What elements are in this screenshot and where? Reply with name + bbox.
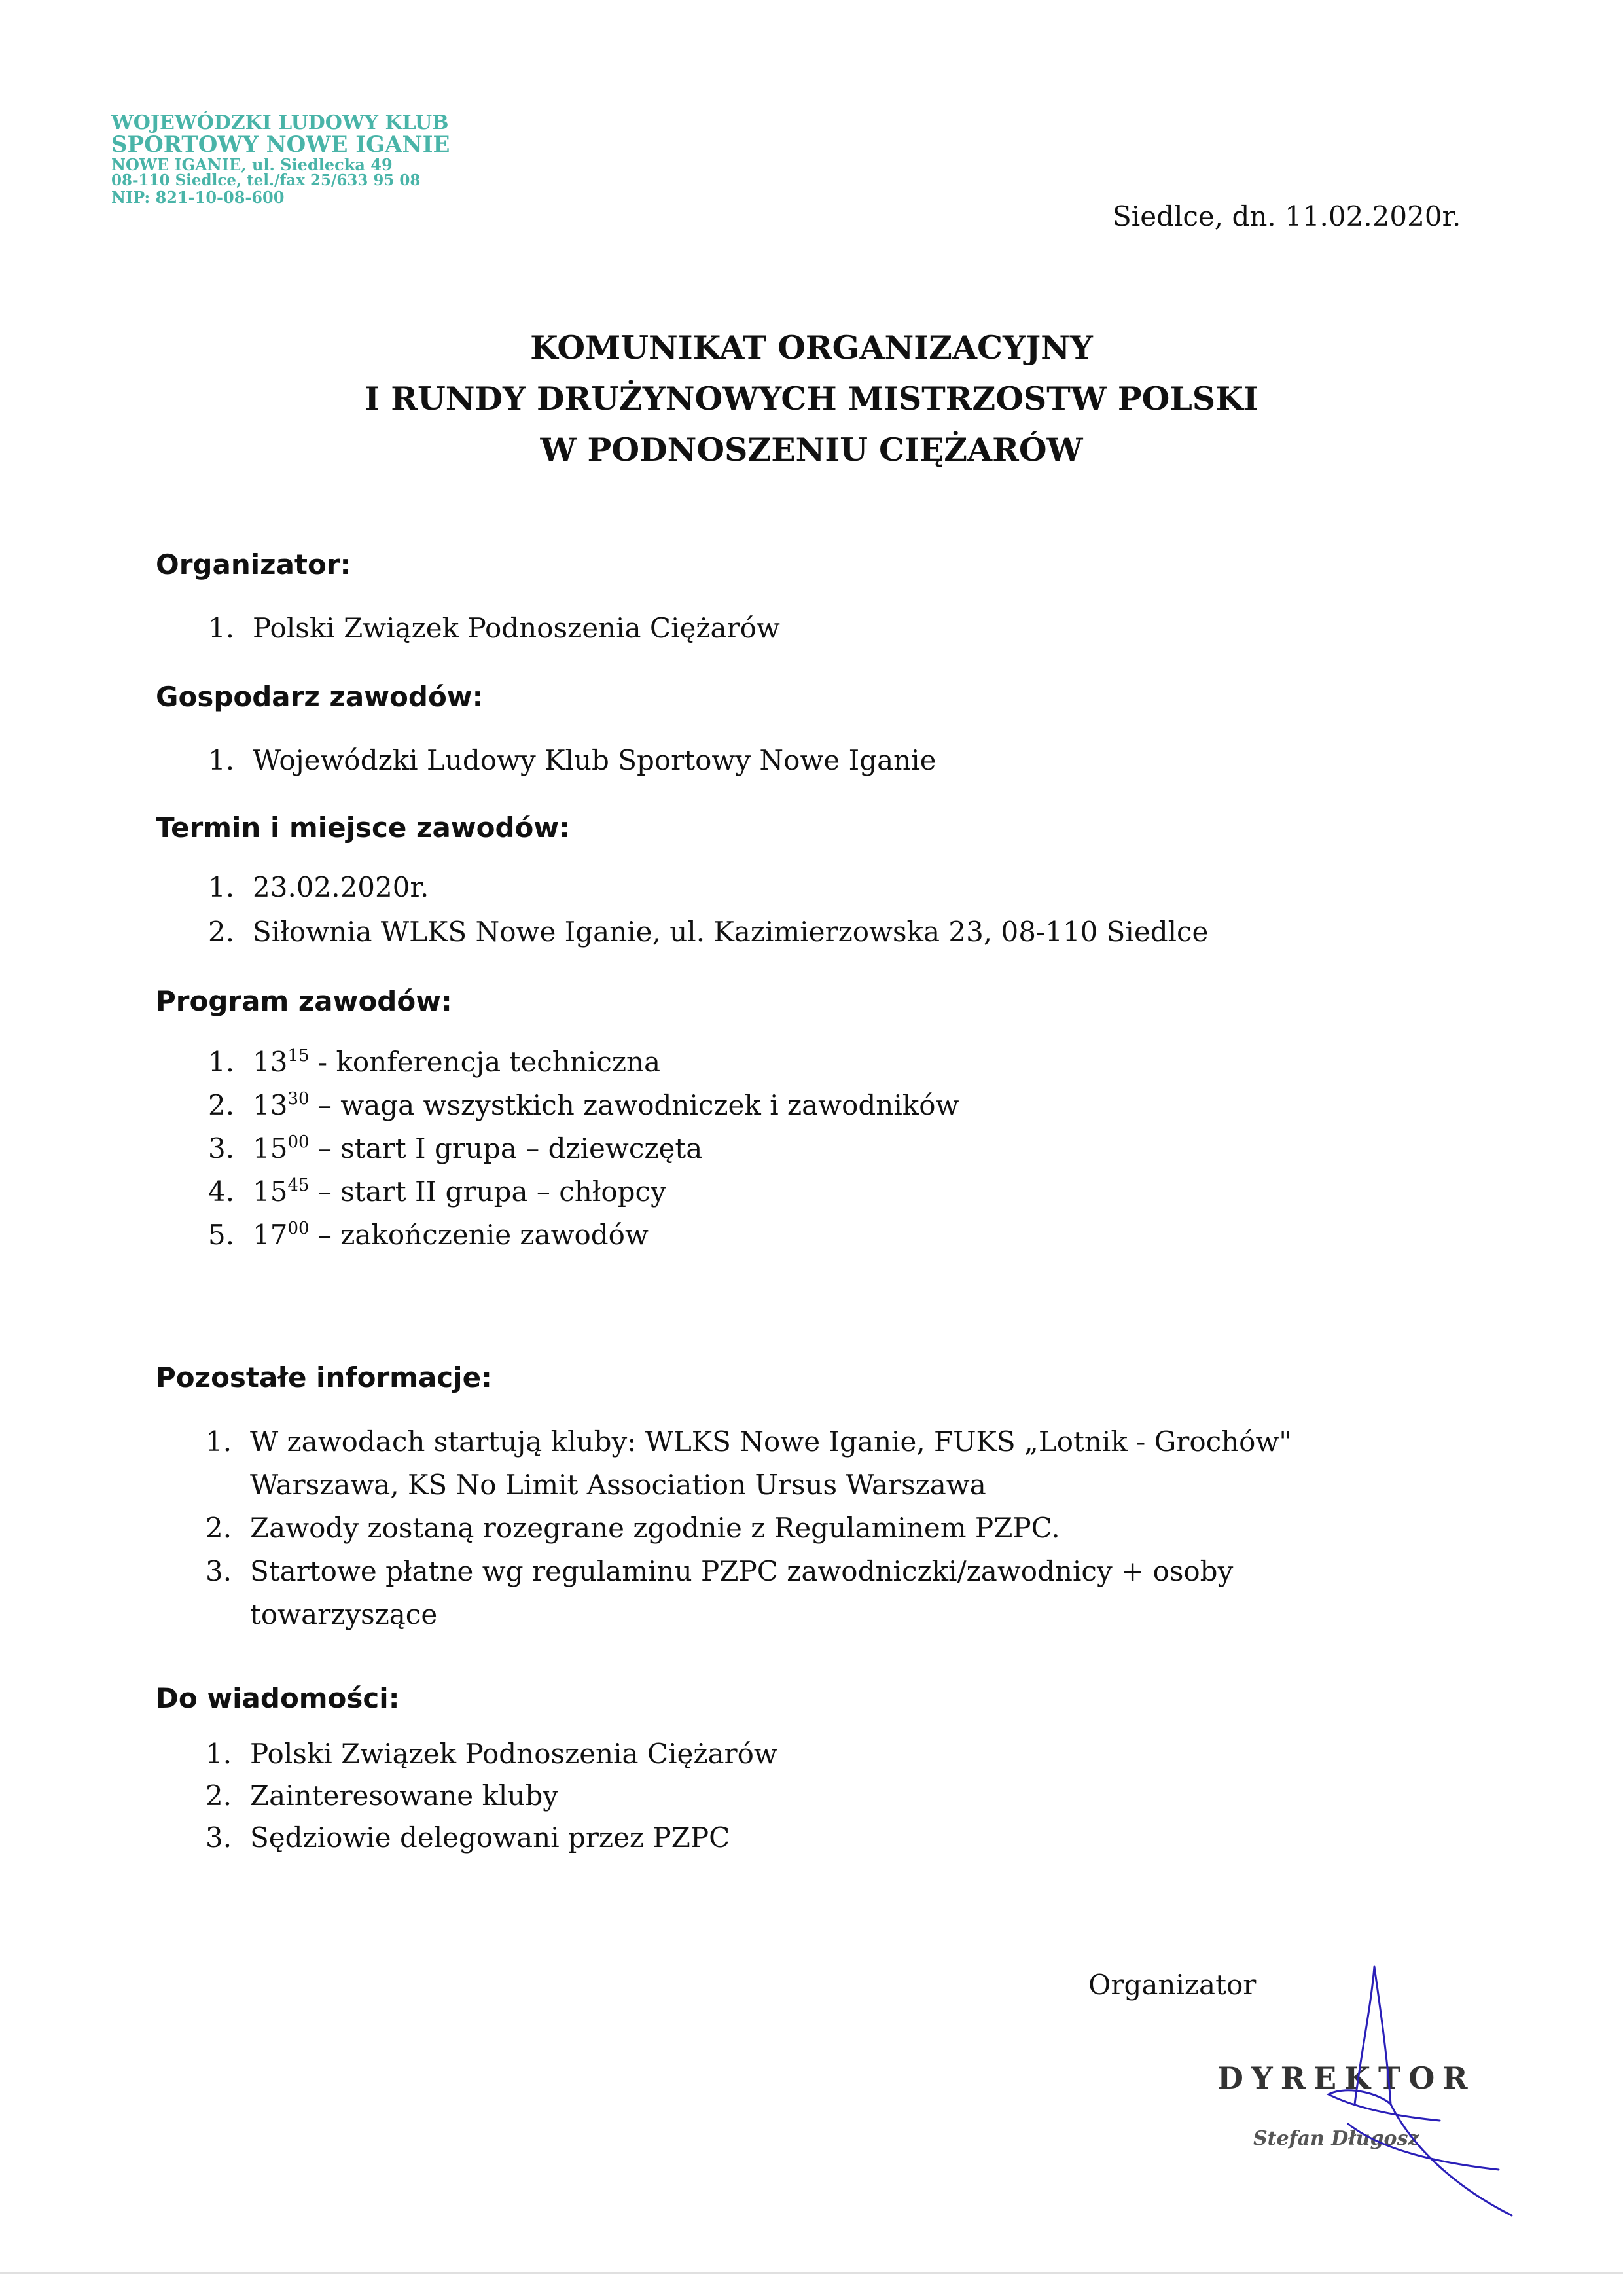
item-number: 1.	[205, 1738, 232, 1770]
director-stamp-title: DYREKTOR	[1217, 2060, 1476, 2096]
item-number: 3.	[205, 1555, 232, 1587]
list-termin	[208, 865, 1208, 954]
item-text: - konferencja techniczna	[309, 1046, 661, 1078]
item-minutes: 00	[287, 1132, 310, 1152]
list-item	[208, 910, 1208, 954]
item-text-line-2: Warszawa, KS No Limit Association Ursus Warszawa	[250, 1469, 986, 1501]
item-hour: 13	[253, 1046, 288, 1078]
list-item	[205, 1775, 777, 1817]
list-program	[208, 1041, 959, 1257]
item-hour: 15	[253, 1175, 288, 1208]
item-minutes: 00	[287, 1219, 310, 1238]
section-heading-gospodarz: Gospodarz zawodów:	[156, 681, 484, 713]
list-item	[208, 1084, 959, 1127]
item-text: Siłownia WLKS Nowe Iganie, ul. Kazimierzowska 23, 08-110 Siedlce	[253, 916, 1209, 948]
director-stamp-name: Stefan Długosz	[1253, 2127, 1419, 2150]
title-line-1: KOMUNIKAT ORGANIZACYJNY	[530, 329, 1093, 367]
item-number: 1.	[208, 1046, 235, 1078]
list-item	[208, 1127, 959, 1170]
item-number: 1.	[208, 744, 235, 776]
item-number: 3.	[208, 1132, 235, 1164]
list-item	[205, 1507, 1292, 1550]
list-item	[205, 1733, 777, 1775]
item-hour: 17	[253, 1219, 288, 1251]
list-item	[205, 1817, 777, 1859]
item-minutes: 45	[287, 1175, 310, 1195]
item-text: – start I grupa – dziewczęta	[309, 1132, 703, 1164]
signature-label: Organizator	[1088, 1969, 1257, 2001]
item-text: 23.02.2020r.	[253, 871, 429, 903]
item-text-line-1: Startowe płatne wg regulaminu PZPC zawodniczki/zawodnicy + osoby	[250, 1555, 1234, 1587]
item-hour: 13	[253, 1089, 288, 1121]
list-item	[208, 1041, 959, 1084]
title-line-2: I RUNDY DRUŻYNOWYCH MISTRZOSTW POLSKI	[365, 380, 1258, 418]
section-heading-pozostale: Pozostałe informacje:	[156, 1361, 492, 1393]
stamp-line-1: WOJEWÓDZKI LUDOWY KLUB	[111, 111, 449, 134]
item-number: 3.	[205, 1821, 232, 1854]
section-heading-program: Program zawodów:	[156, 985, 452, 1017]
item-text: Zainteresowane kluby	[250, 1780, 559, 1812]
item-text-line-1: W zawodach startują kluby: WLKS Nowe Iganie, FUKS „Lotnik - Grochów"	[250, 1426, 1292, 1458]
document-date: Siedlce, dn. 11.02.2020r.	[1113, 200, 1461, 232]
list-wiadomosci	[205, 1733, 777, 1859]
item-text: Polski Związek Podnoszenia Ciężarów	[253, 612, 780, 644]
list-item	[208, 1213, 959, 1257]
item-number: 4.	[208, 1175, 235, 1208]
list-item	[205, 1420, 1292, 1507]
list-gospodarz	[208, 740, 936, 781]
stamp-line-4: 08-110 Siedlce, tel./fax 25/633 95 08	[111, 171, 421, 190]
item-hour: 15	[253, 1132, 288, 1164]
club-stamp	[111, 113, 478, 206]
stamp-line-3: NOWE IGANIE, ul. Siedlecka 49	[111, 155, 393, 175]
section-heading-organizator: Organizator:	[156, 548, 351, 581]
item-text: Polski Związek Podnoszenia Ciężarów	[250, 1738, 777, 1770]
item-number: 2.	[208, 916, 235, 948]
item-number: 5.	[208, 1219, 235, 1251]
item-text-line-2: towarzyszące	[250, 1598, 438, 1630]
item-text: – start II grupa – chłopcy	[309, 1175, 666, 1208]
list-item	[208, 740, 936, 781]
item-text: Sędziowie delegowani przez PZPC	[250, 1821, 730, 1854]
list-item	[208, 865, 1208, 910]
list-item	[208, 1170, 959, 1213]
page-edge-line	[0, 2272, 1623, 2274]
list-item	[205, 1550, 1292, 1636]
stamp-line-5: NIP: 821-10-08-600	[111, 187, 285, 207]
item-number: 2.	[205, 1780, 232, 1812]
item-number: 1.	[205, 1426, 232, 1458]
item-number: 2.	[208, 1089, 235, 1121]
item-text-line-1: Zawody zostaną rozegrane zgodnie z Regulaminem PZPC.	[250, 1512, 1060, 1544]
section-heading-termin: Termin i miejsce zawodów:	[156, 812, 570, 844]
list-organizator	[208, 607, 780, 649]
handwritten-signature	[1309, 1954, 1531, 2229]
list-item	[208, 607, 780, 649]
title-line-3: W PODNOSZENIU CIĘŻARÓW	[540, 431, 1083, 469]
item-number: 1.	[208, 612, 235, 644]
stamp-line-2: SPORTOWY NOWE IGANIE	[111, 131, 450, 158]
section-heading-wiadomosci: Do wiadomości:	[156, 1682, 400, 1714]
item-minutes: 30	[287, 1089, 310, 1109]
item-number: 1.	[208, 871, 235, 903]
item-number: 2.	[205, 1512, 232, 1544]
document-title	[157, 322, 1466, 475]
item-text: – waga wszystkich zawodniczek i zawodników	[309, 1089, 959, 1121]
item-minutes: 15	[287, 1046, 310, 1066]
list-pozostale	[205, 1420, 1292, 1636]
item-text: – zakończenie zawodów	[309, 1219, 649, 1251]
item-text: Wojewódzki Ludowy Klub Sportowy Nowe Iganie	[253, 744, 936, 776]
